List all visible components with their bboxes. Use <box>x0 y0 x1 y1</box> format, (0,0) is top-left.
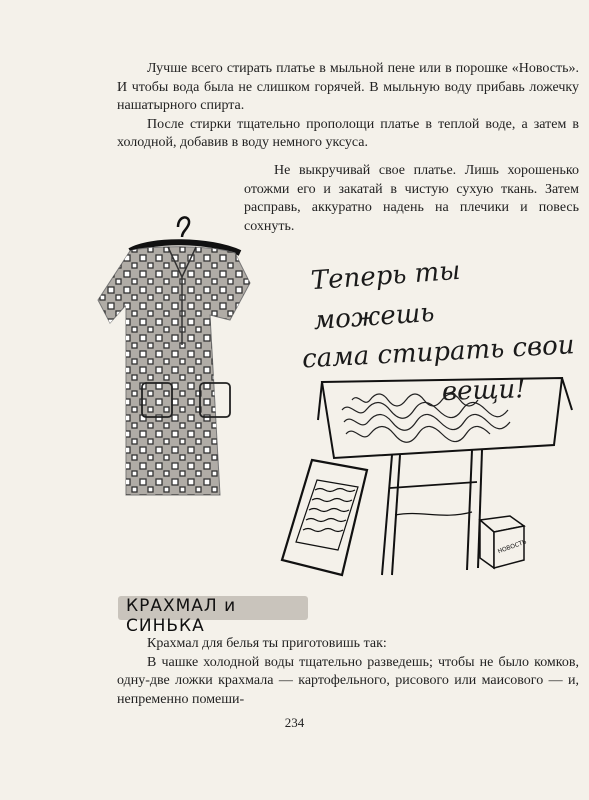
handwritten-line-2: сама стирать свои <box>301 330 576 375</box>
text-block-top <box>117 60 579 153</box>
washtub-illustration <box>272 370 582 585</box>
washboard <box>282 460 367 575</box>
paragraph-starch-intro: Крахмал для белья ты приготовишь так: <box>147 636 387 651</box>
handwritten-line-1: Теперь ты можешь <box>309 255 462 337</box>
dress-pattern <box>98 247 250 495</box>
soap-foam <box>342 394 510 442</box>
text-block-starch <box>117 635 579 709</box>
page-number: 234 <box>284 715 305 730</box>
heading-text: КРАХМАЛ и СИНЬКА <box>126 596 237 636</box>
paragraph-starch-recipe: В чашке холодной воды тщательно разведешь; чтобы не было комков, одну-две ложки крахмала — картофельного, рисового или маисового — и, непременно помеши- <box>117 654 579 707</box>
hanger-hook <box>178 217 189 237</box>
paragraph-washing: Лучше всего стирать платье в мыльной пене или в порошке «Новость». И чтобы вода была не слишком горячей. В мыльную воду прибавь ложечку нашатырного спирта. <box>117 61 579 113</box>
section-heading <box>118 592 308 636</box>
detergent-box <box>480 516 528 568</box>
paragraph-rinsing: После стирки тщательно прополощи платье в теплой воде, а затем в холодной, добавив в воду немного уксуса. <box>117 116 579 150</box>
handwritten-line-3: вещи! <box>441 374 527 408</box>
paragraph-drying: Не выкручивай свое платье. Лишь хорошенько отожми его и закатай в чистую сухую ткань. Затем расправь, аккуратно надень на плечики и повесь сохнуть. <box>244 163 579 234</box>
box-label: НОВОСТЬ <box>496 538 528 556</box>
text-block-drying <box>244 162 579 236</box>
washtub <box>322 378 562 458</box>
dress-on-hanger-illustration <box>90 205 255 510</box>
